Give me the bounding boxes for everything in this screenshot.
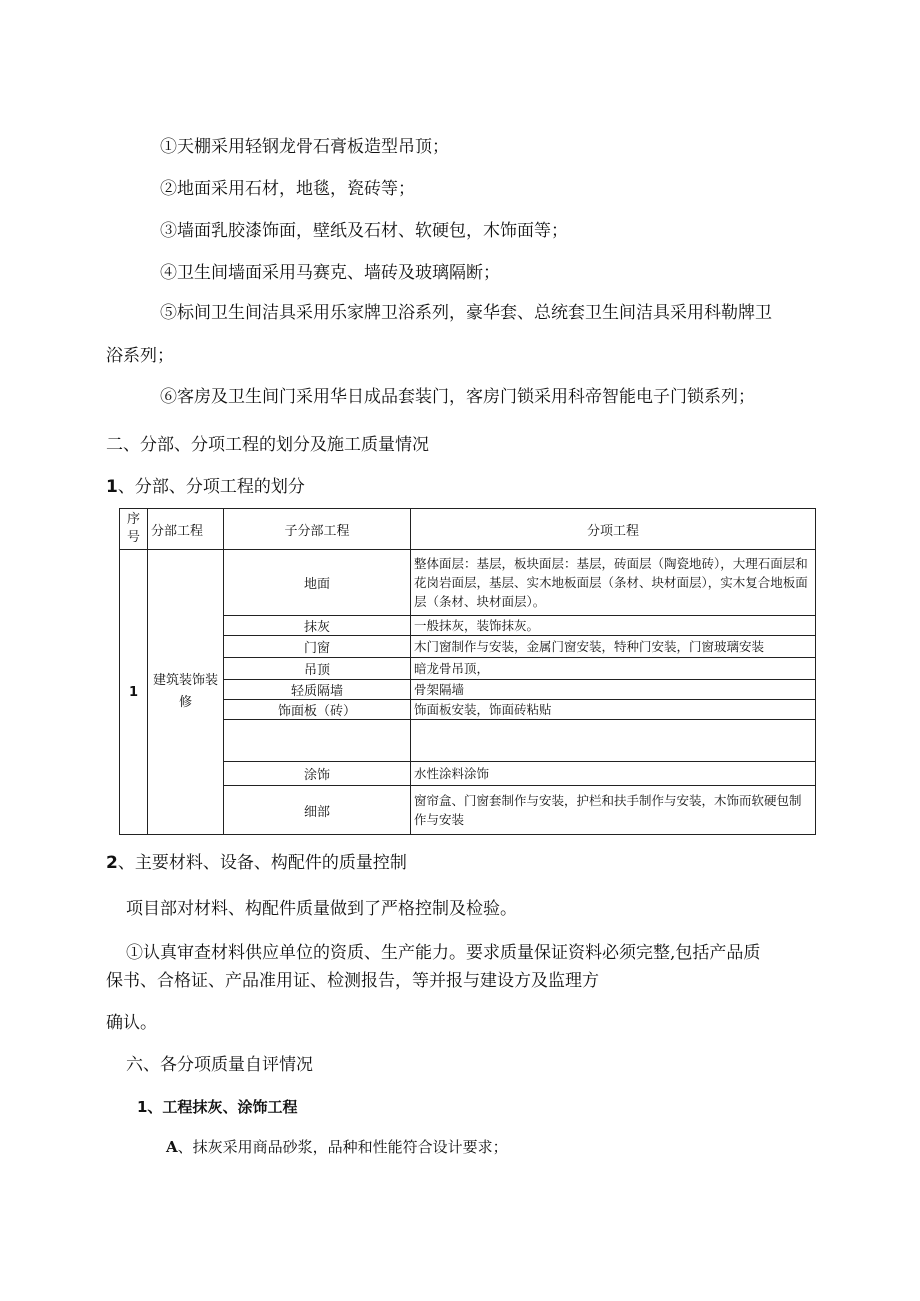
table-row: [120, 762, 816, 786]
sub-division: [224, 720, 411, 762]
items-cell: 整体面层：基层，板块面层：基层，砖面层（陶瓷地砖），大理石面层和花岗岩面层，基层、实木地板面层（条材、块材面层），实木复合地板面层（条材、块材面层）。: [411, 550, 816, 616]
para-review-line1: ①认真审查材料供应单位的资质、生产能力。要求质量保证资料必须完整,包括产品质: [126, 943, 761, 963]
sub-division: 涂饰: [224, 762, 411, 786]
items-cell: 饰面板安装，饰面砖粘贴: [411, 700, 816, 720]
sub-division: 抹灰: [224, 616, 411, 636]
group-name: 建筑装饰装修: [148, 550, 224, 835]
table-row: [120, 786, 816, 835]
table-row: [120, 720, 816, 762]
items-cell: 木门窗制作与安装，金属门窗安装，特种门安装，门窗玻璃安装: [411, 636, 816, 658]
item-doors: ⑥客房及卫生间门采用华日成品套装门，客房门锁采用科帝智能电子门锁系列；: [160, 387, 755, 407]
sub1-heading: [106, 476, 305, 498]
item-floor: ②地面采用石材，地毯，瓷砖等；: [160, 179, 415, 199]
item-sanitary-line1: ⑤标间卫生间洁具采用乐家牌卫浴系列，豪华套、总统套卫生间洁具采用科勒牌卫: [160, 303, 772, 323]
row-number: 1: [120, 550, 148, 835]
item-a-letter: A: [166, 1138, 178, 1156]
item-a: [166, 1136, 508, 1158]
header-dept: 分部工程: [148, 509, 224, 550]
header-sub: 子分部工程: [224, 509, 411, 550]
header-items: 分项工程: [411, 509, 816, 550]
table-row: [120, 658, 816, 680]
para-review-line2: 保书、合格证、产品准用证、检测报告，等并报与建设方及监理方: [106, 971, 599, 991]
sub-division: 饰面板（砖）: [224, 700, 411, 720]
sub1-text: 、分部、分项工程的划分: [117, 477, 305, 497]
para-materials: 项目部对材料、构配件质量做到了严格控制及检验。: [126, 899, 517, 919]
item-a-text: 、抹灰采用商品砂浆，品种和性能符合设计要求；: [177, 1138, 508, 1156]
table-row: [120, 616, 816, 636]
sub-division: 门窗: [224, 636, 411, 658]
sub2-heading: [106, 852, 407, 874]
items-cell: 一般抹灰，装饰抹灰。: [411, 616, 816, 636]
para-review-line3: 确认。: [106, 1013, 157, 1033]
section6-title: 六、各分项质量自评情况: [126, 1055, 313, 1075]
sub-division: 地面: [224, 550, 411, 616]
sub2-number: 2: [106, 853, 118, 873]
item-sanitary-line2: 浴系列；: [106, 346, 174, 366]
items-cell: [411, 720, 816, 762]
item-wall: ③墙面乳胶漆饰面，壁纸及石材、软硬包，木饰面等；: [160, 221, 568, 241]
item-ceiling: ①天棚采用轻钢龙骨石膏板造型吊顶；: [160, 137, 449, 157]
item-bathroom-wall: ④卫生间墙面采用马赛克、墙砖及玻璃隔断；: [160, 263, 500, 283]
items-cell: 暗龙骨吊顶，: [411, 658, 816, 680]
table-header-row: [120, 509, 816, 550]
sub-division: 吊顶: [224, 658, 411, 680]
header-no: 序号: [120, 509, 148, 550]
sub6-1-heading: 1、工程抹灰、涂饰工程: [137, 1098, 298, 1116]
table-row: [120, 550, 816, 616]
table-row: [120, 700, 816, 720]
sub2-text: 、主要材料、设备、构配件的质量控制: [117, 853, 407, 873]
items-cell: 骨架隔墙: [411, 680, 816, 700]
items-cell: 水性涂料涂饰: [411, 762, 816, 786]
sub1-number: 1: [106, 477, 118, 497]
division-table: [119, 508, 816, 835]
items-cell: 窗帘盒、门窗套制作与安装，护栏和扶手制作与安装，木饰而软硬包制作与安装: [411, 786, 816, 835]
section2-title: 二、分部、分项工程的划分及施工质量情况: [106, 435, 429, 455]
sub-division: 轻质隔墙: [224, 680, 411, 700]
table-row: [120, 680, 816, 700]
table-row: [120, 636, 816, 658]
sub-division: 细部: [224, 786, 411, 835]
